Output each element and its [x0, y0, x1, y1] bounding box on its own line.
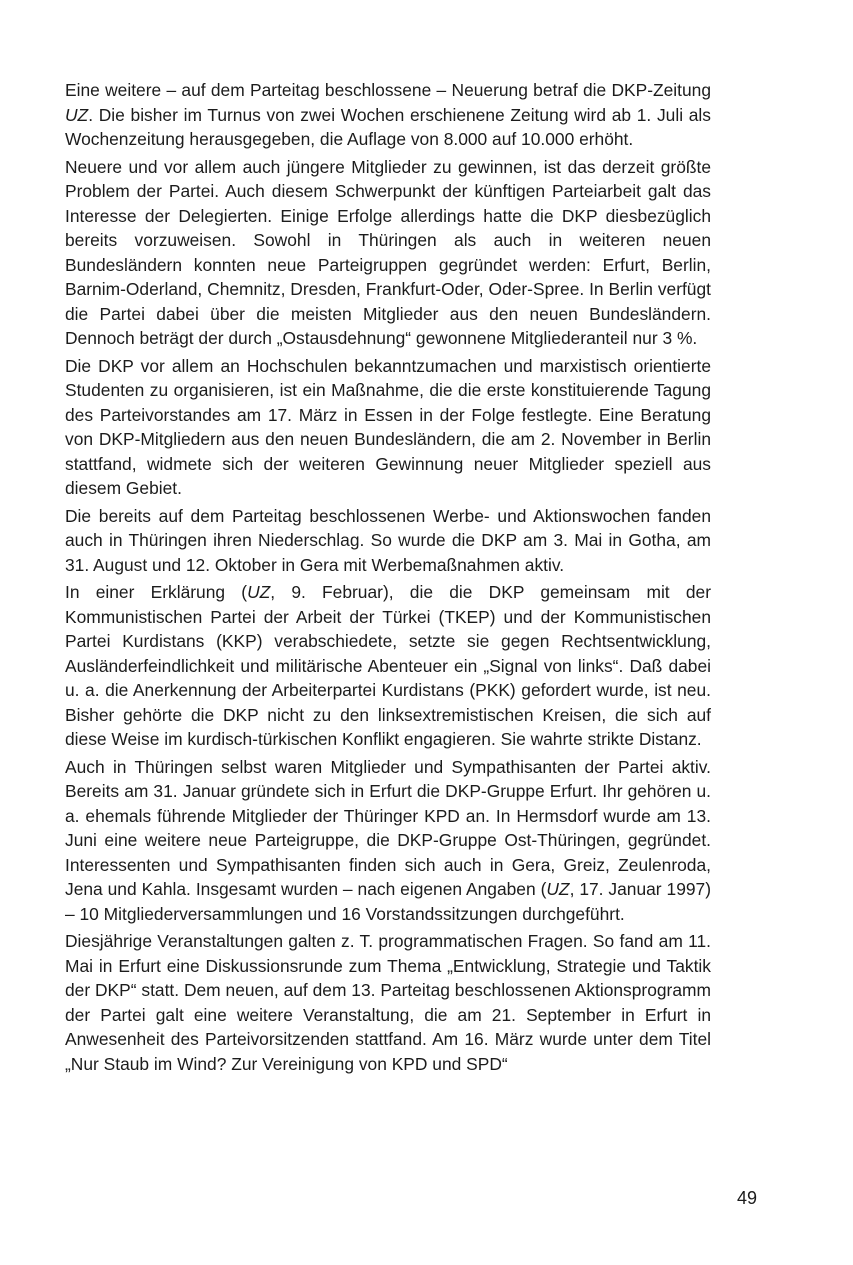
- paragraph-text: , 9. Februar), die die DKP gemeinsam mit der Kommunistischen Partei der Arbeit der Türkei (TKEP) und der Kommunistischen Partei Kurdistans (KKP) verabschiedete, setzte sie gegen Rechtsentwicklung, Ausländerfeindlichkeit und militärische Abenteuer ein „Signal von links“. Daß dabei u. a. die Anerkennung der Arbeiterpartei Kurdistans (PKK) gefordert wurde, ist neu. Bisher gehörte die DKP nicht zu den linksextremistischen Kreisen, die sich auf diese Weise im kurdisch-türkischen Konflikt engagieren. Sie wahrte strikte Distanz.: [65, 582, 711, 749]
- paragraph-text: . Die bisher im Turnus von zwei Wochen erschienene Zeitung wird ab 1. Juli als Wochenzeitung herausgegeben, die Auflage von 8.000 auf 10.000 erhöht.: [65, 104, 711, 149]
- paragraph-1: [65, 78, 711, 152]
- paragraph-text: Auch in Thüringen selbst waren Mitglieder und Sympathisanten der Partei aktiv. Bereits am 31. Januar gründete sich in Erfurt die DKP-Gruppe Erfurt. Ihr gehören u. a. ehemals führende Mitglieder der Thüringer KPD an. In Hermsdorf wurde am 13. Juni eine weitere neue Parteigruppe, die DKP-Gruppe Ost-Thüringen, gegründet. Interessenten und Sympathisanten finden sich auch in Gera, Greiz, Zeulenroda, Jena und Kahla. Insgesamt wurden – nach eigenen Angaben (: [65, 756, 711, 899]
- paragraph-4: [65, 504, 711, 578]
- italic-publication-name: UZ: [65, 104, 89, 125]
- paragraph-2: [65, 155, 711, 351]
- document-body: [65, 78, 711, 1079]
- paragraph-text: Die bereits auf dem Parteitag beschlossenen Werbe- und Aktionswochen fanden auch in Thüringen ihren Niederschlag. So wurde die DKP am 3. Mai in Gotha, am 31. August und 12. Oktober in Gera mit Werbemaßnahmen aktiv.: [65, 505, 711, 575]
- page-number: 49: [737, 1188, 758, 1208]
- italic-publication-name: UZ: [546, 879, 570, 899]
- paragraph-7: [65, 929, 711, 1076]
- paragraph-text: In einer Erklärung (: [65, 582, 248, 602]
- paragraph-text: Die DKP vor allem an Hochschulen bekanntzumachen und marxistisch orientierte Studenten zu organisieren, ist ein Maßnahme, die die erste konstituierende Tagung des Parteivorstandes am 17. März in Essen in der Folge festlegte. Eine Beratung von DKP-Mitgliedern aus den neuen Bundesländern, die am 2. November in Berlin stattfand, widmete sich der weiteren Gewinnung neuer Mitglieder speziell aus diesem Gebiet.: [65, 355, 711, 498]
- italic-publication-name: UZ: [247, 582, 271, 602]
- paragraph-5: [65, 580, 711, 752]
- paragraph-6: [65, 755, 711, 927]
- paragraph-text: Eine weitere – auf dem Parteitag beschlossene – Neuerung betraf die DKP-Zeitung: [65, 80, 711, 100]
- paragraph-text: Neuere und vor allem auch jüngere Mitglieder zu gewinnen, ist das derzeit größte Problem der Partei. Auch diesem Schwerpunkt der künftigen Parteiarbeit galt das Interesse der Delegierten. Einige Erfolge allerdings hatte die DKP diesbezüglich bereits vorzuweisen. Sowohl in Thüringen als auch in weiteren neuen Bundesländern konnten neue Parteigruppen gegründet werden: Erfurt, Berlin, Barnim-Oderland, Chemnitz, Dresden, Frankfurt-Oder, Oder-Spree. In Berlin verfügt die Partei dabei über die meisten Mitglieder aus den neuen Bundesländern. Dennoch beträgt der durch „Ostausdehnung“ gewonnene Mitgliederanteil nur 3 %.: [65, 156, 711, 348]
- paragraph-text: Diesjährige Veranstaltungen galten z. T. programmatischen Fragen. So fand am 11. Mai in Erfurt eine Diskussionsrunde zum Thema „Entwicklung, Strategie und Taktik der DKP“ statt. Dem neuen, auf dem 13. Parteitag beschlossenen Aktionsprogramm der Partei galt eine weitere Veranstaltung, die am 21. September in Erfurt in Anwesenheit des Parteivorsitzenden stattfand. Am 16. März wurde unter dem Titel „Nur Staub im Wind? Zur Vereinigung von KPD und SPD“: [65, 931, 711, 1074]
- paragraph-text: , 17. Januar 1997) – 10 Mitgliederversammlungen und 16 Vorstandssitzungen durchgeführt.: [65, 879, 711, 924]
- paragraph-3: [65, 354, 711, 501]
